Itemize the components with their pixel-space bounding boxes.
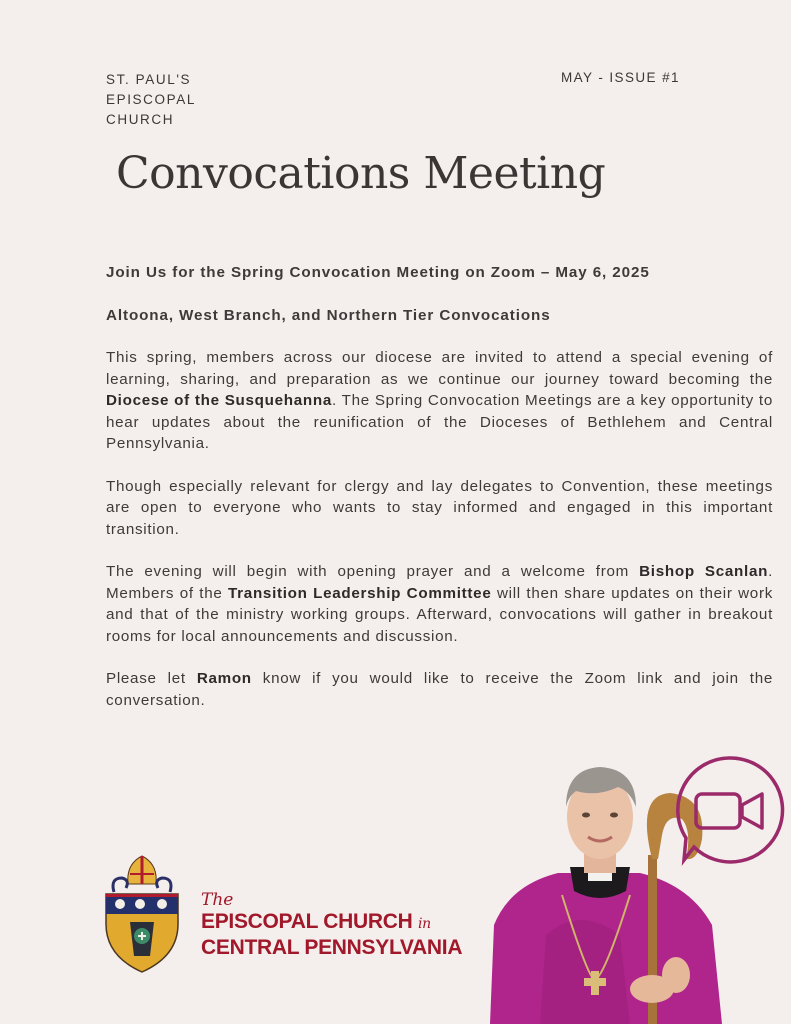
logo-line2: CENTRAL PENNSYLVANIA	[201, 936, 463, 959]
org-name	[106, 70, 196, 130]
zoom-video-bubble-icon	[670, 752, 788, 870]
article	[106, 262, 773, 711]
text-span: Please let	[106, 670, 197, 687]
logo-the: The	[201, 890, 234, 910]
contact-name: Ramon	[196, 670, 252, 687]
event-heading: Join Us for the Spring Convocation Meeting on Zoom – May 6, 2025	[106, 264, 650, 281]
text-span: . The Spring Convocation Meetings are a key opportunity to hear updates about the reunification of the Dioceses of Bethlehem and Central Pennsylvania.	[106, 392, 773, 452]
text-span: know if you would like to receive the Zoom link and join the conversation.	[106, 670, 773, 709]
diocese-name: Diocese of the Susquehanna	[106, 392, 332, 409]
paragraph-intro	[106, 347, 773, 455]
text-span: The evening will begin with opening prayer and a welcome from	[106, 563, 640, 580]
diocese-shield-icon	[100, 852, 184, 974]
org-name-line3: CHURCH	[106, 112, 175, 127]
org-name-line1: ST. PAUL'S	[106, 72, 192, 87]
text-span: . Members of the	[106, 563, 774, 602]
logo-line1	[201, 910, 462, 936]
bishop-name: Bishop Scanlan	[639, 563, 769, 580]
diocese-logo-text	[201, 890, 462, 959]
text-span: will then share updates on their work and that of the ministry working groups. Afterward, convocations will gather in breakout rooms for local announcements and discussion.	[106, 584, 774, 645]
logo-in: in	[418, 916, 431, 932]
paragraph-agenda	[106, 561, 773, 647]
issue-label: MAY - ISSUE #1	[561, 70, 680, 85]
committee-name: Transition Leadership Committee	[228, 584, 492, 602]
text-span: This spring, members across our diocese are invited to attend a special evening of learning, sharing, and preparation as we continue our journey toward becoming the	[106, 349, 773, 388]
convocations-heading: Altoona, West Branch, and Northern Tier Convocations	[106, 306, 551, 324]
logo-line1-text: EPISCOPAL CHURCH	[201, 910, 413, 933]
org-name-line2: EPISCOPAL	[106, 92, 196, 107]
page-title: Convocations Meeting	[116, 148, 606, 199]
paragraph-contact	[106, 668, 773, 711]
paragraph-relevance: Though especially relevant for clergy and lay delegates to Convention, these meetings are open to everyone who wants to stay informed and engaged in this important transition.	[106, 477, 773, 538]
